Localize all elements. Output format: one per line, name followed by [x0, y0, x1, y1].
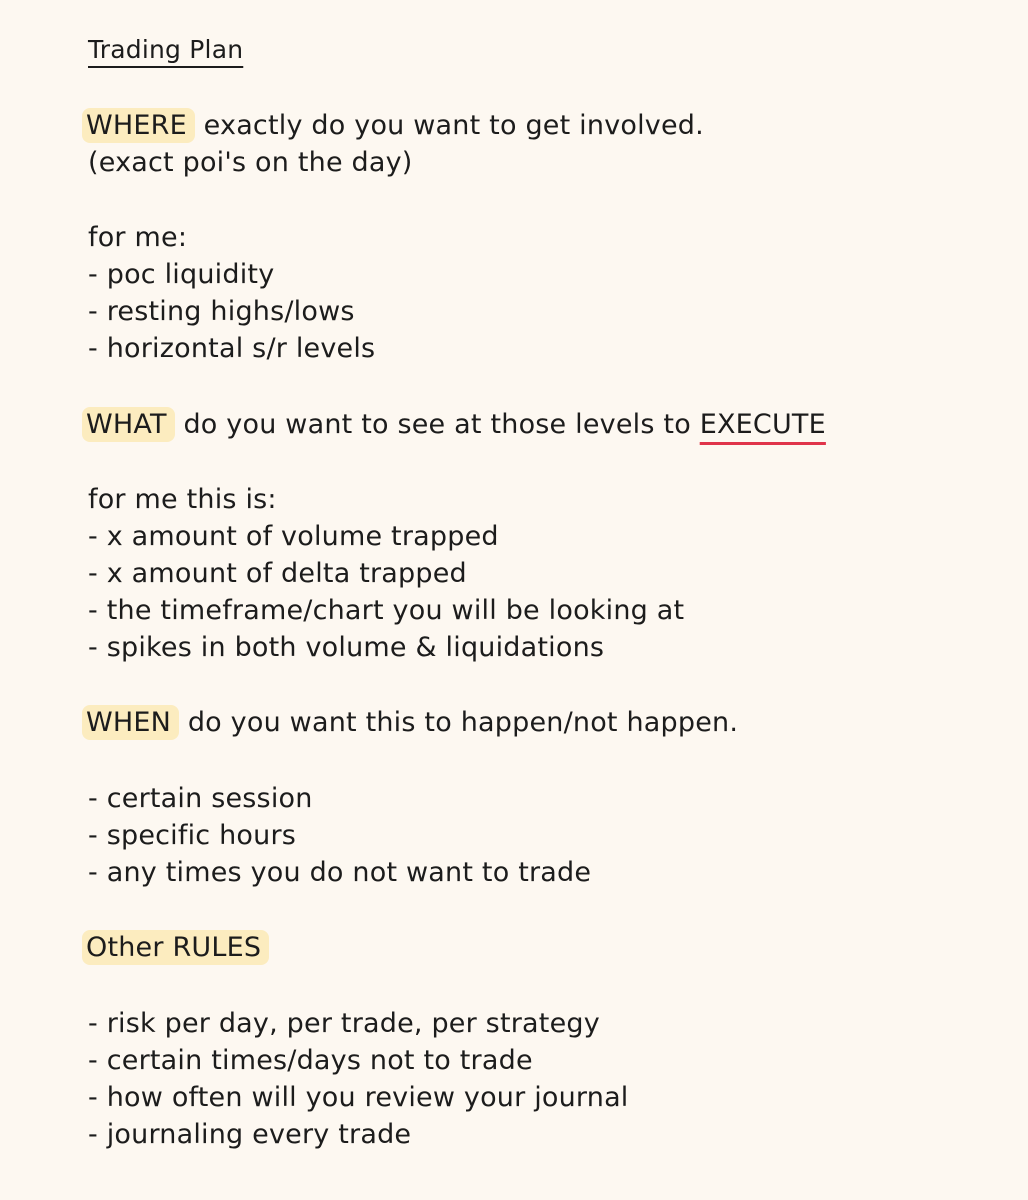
what-intro: for me this is: [88, 484, 277, 515]
what-list-item: - the timeframe/chart you will be looking at [88, 595, 685, 626]
where-keyword: WHERE [82, 108, 195, 143]
where-note: (exact poi's on the day) [88, 147, 413, 178]
what-list-item: - spikes in both volume & liquidations [88, 632, 605, 663]
when-heading-text: do you want this to happen/not happen. [179, 707, 739, 738]
what-heading-text: do you want to see at those levels to [174, 409, 700, 440]
other-rules-heading [88, 930, 269, 966]
what-list-item: - x amount of delta trapped [88, 558, 467, 589]
rules-list-item: - journaling every trade [88, 1119, 412, 1150]
where-intro: for me: [88, 222, 188, 253]
rules-list-item: - how often will you review your journal [88, 1082, 629, 1113]
when-keyword: WHEN [82, 705, 179, 740]
other-rules-keyword: Other RULES [82, 930, 269, 965]
when-list-item: - any times you do not want to trade [88, 857, 592, 888]
where-list-item: - resting highs/lows [88, 296, 355, 327]
when-heading [88, 705, 738, 741]
when-list-item: - specific hours [88, 820, 297, 851]
where-list-item: - poc liquidity [88, 259, 275, 290]
what-list-item: - x amount of volume trapped [88, 521, 499, 552]
rules-list-item: - certain times/days not to trade [88, 1045, 533, 1076]
execute-emphasis: EXECUTE [699, 409, 826, 440]
where-heading-text: exactly do you want to get involved. [194, 110, 704, 141]
what-keyword: WHAT [82, 407, 175, 442]
what-heading [88, 407, 826, 443]
where-heading [88, 108, 704, 144]
rules-list-item: - risk per day, per trade, per strategy [88, 1008, 600, 1039]
when-list-item: - certain session [88, 783, 313, 814]
where-list-item: - horizontal s/r levels [88, 333, 376, 364]
page-title: Trading Plan [88, 35, 244, 64]
